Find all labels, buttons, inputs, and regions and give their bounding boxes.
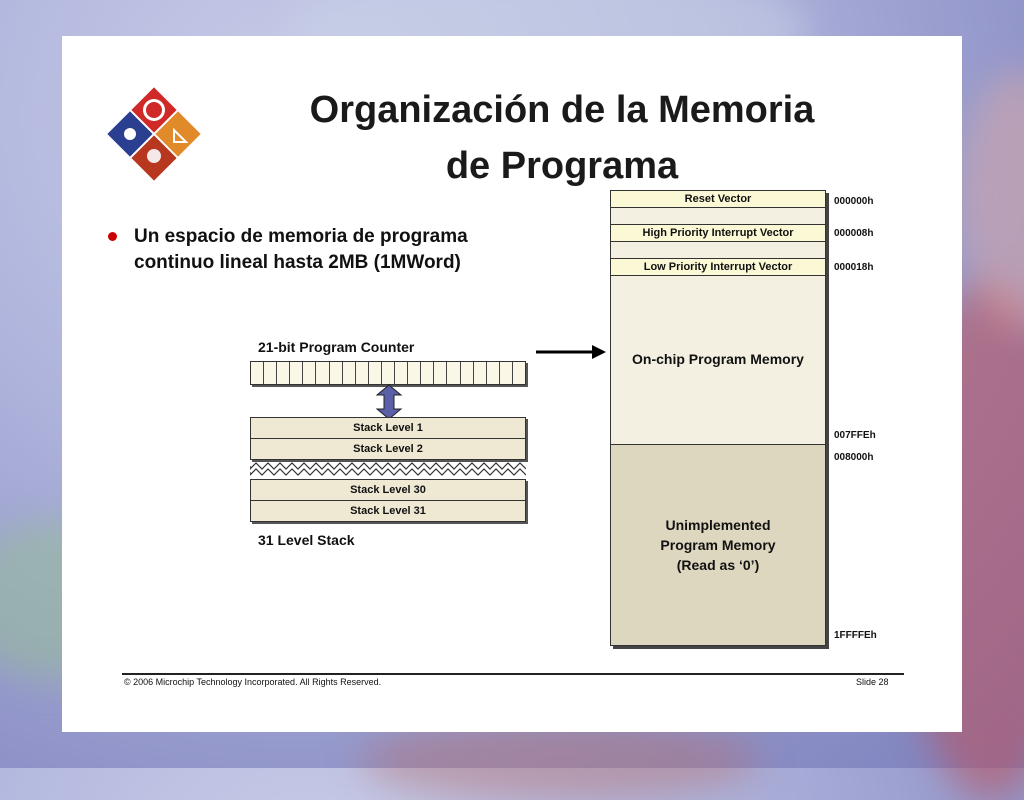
- bullet-line-2: continuo lineal hasta 2MB (1MWord): [134, 252, 461, 273]
- program-counter-bit-cell: [421, 362, 434, 384]
- background-blur: [360, 720, 760, 800]
- unimplemented-line: Program Memory: [660, 537, 776, 553]
- program-counter-bit-cell: [487, 362, 500, 384]
- address-label: 1FFFFEh: [834, 630, 877, 641]
- microchip-logo: [104, 84, 204, 184]
- program-counter-bit-cell: [369, 362, 382, 384]
- program-counter-bit-cell: [343, 362, 356, 384]
- program-counter-bit-cell: [382, 362, 395, 384]
- program-counter-bit-cell: [461, 362, 474, 384]
- program-counter-bit-cell: [395, 362, 408, 384]
- bullet-dot: [108, 232, 117, 241]
- slide: [62, 36, 962, 732]
- program-counter-bit-cell: [474, 362, 487, 384]
- stack-caption: 31 Level Stack: [258, 532, 355, 548]
- program-counter-bit-cell: [251, 362, 264, 384]
- bullet-point: [134, 224, 534, 276]
- address-label: 000008h: [834, 228, 874, 239]
- program-counter-bit-cell: [277, 362, 290, 384]
- stack-break-zigzag: [250, 462, 526, 476]
- title-line-1: Organización de la Memoria: [309, 89, 815, 131]
- copyright-text: © 2006 Microchip Technology Incorporated. All Rights Reserved.: [124, 677, 382, 687]
- low-priority-vector-row: Low Priority Interrupt Vector: [611, 259, 825, 276]
- high-priority-vector-row: High Priority Interrupt Vector: [611, 225, 825, 242]
- memory-blank-row: [611, 208, 825, 225]
- stack-level-row: Stack Level 30: [250, 479, 526, 501]
- bullet-line-1: Un espacio de memoria de programa: [134, 226, 468, 247]
- address-label: 000018h: [834, 262, 874, 273]
- program-counter-bit-cell: [356, 362, 369, 384]
- title-line-2: de Programa: [445, 145, 679, 187]
- stack-level-row: Stack Level 1: [250, 417, 526, 439]
- slide-number: Slide 28: [856, 677, 889, 687]
- program-counter-bit-cell: [434, 362, 447, 384]
- program-counter-bit-cell: [290, 362, 303, 384]
- program-counter-bit-cell: [408, 362, 421, 384]
- program-counter-bit-cell: [330, 362, 343, 384]
- program-memory-map: [610, 190, 826, 646]
- unimplemented-memory-region: [611, 445, 825, 645]
- program-counter-bit-cell: [513, 362, 525, 384]
- right-arrow-icon: [536, 342, 606, 362]
- program-counter-bit-cell: [303, 362, 316, 384]
- address-label: 007FFEh: [834, 430, 876, 441]
- footer-divider: [122, 673, 904, 675]
- program-counter-label: 21-bit Program Counter: [258, 339, 415, 355]
- program-counter-bit-cell: [316, 362, 329, 384]
- stack-level-row: Stack Level 31: [250, 500, 526, 522]
- unimplemented-line: (Read as ‘0’): [676, 557, 760, 573]
- program-counter-bit-cell: [500, 362, 513, 384]
- program-counter-bit-cell: [447, 362, 460, 384]
- program-counter-register: [250, 361, 526, 385]
- unimplemented-line: Unimplemented: [665, 517, 771, 533]
- program-counter-bit-cell: [264, 362, 277, 384]
- address-label: 000000h: [834, 196, 874, 207]
- slide-title: [212, 82, 912, 194]
- reset-vector-row: Reset Vector: [611, 191, 825, 208]
- onchip-memory-region: On-chip Program Memory: [611, 276, 825, 445]
- memory-blank-row: [611, 242, 825, 259]
- address-label: 008000h: [834, 452, 874, 463]
- stack-level-row: Stack Level 2: [250, 438, 526, 460]
- double-arrow-icon: [374, 384, 404, 420]
